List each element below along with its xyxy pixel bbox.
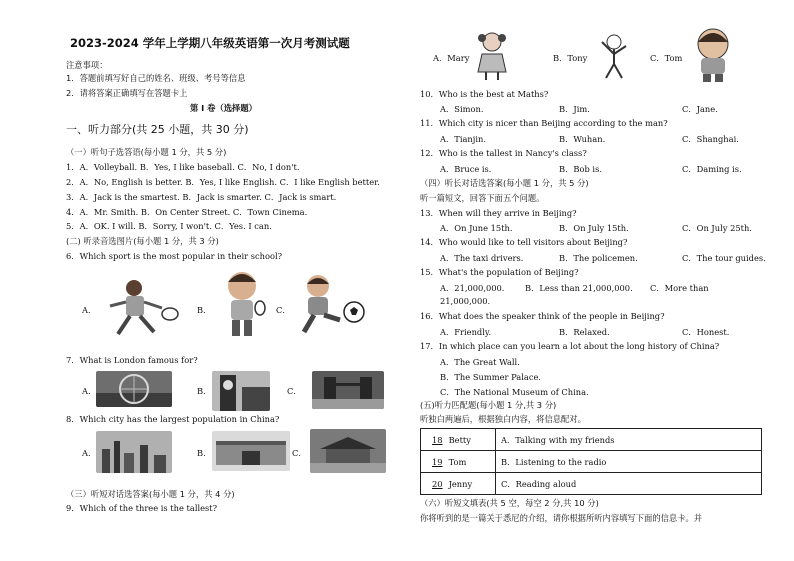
option-letter: A． [82, 448, 97, 458]
option-letter: C． [292, 448, 307, 458]
person-cell [421, 451, 496, 473]
option-letter: C． [287, 386, 302, 396]
option-a: A．21,000,000. [440, 283, 505, 293]
boy-tony-image [598, 32, 630, 80]
option-letter: A． [82, 386, 97, 396]
option-c: C．The National Museum of China. [440, 387, 589, 397]
question-7: 7．What is London famous for? [66, 355, 198, 365]
option-b: B．Less than 21,000,000. [525, 283, 633, 293]
notes-heading: 注意事项： [66, 60, 108, 70]
tower-bridge-image [312, 371, 384, 409]
exam-title: 2023-2024 学年上学期八年级英语第一次月考测试题 [70, 36, 350, 50]
option-c-continued: 21,000,000. [440, 296, 491, 306]
option-a: A．Bruce is. [440, 164, 492, 174]
option-letter: B． [197, 448, 212, 458]
option-b: B．The policemen. [559, 253, 638, 263]
city-skyline-image [96, 431, 172, 473]
girl-mary-image [474, 30, 510, 80]
person-name: Tom [448, 456, 467, 467]
question-15: 15．What's the population of Beijing? [420, 267, 579, 277]
option-b: B．Jim. [559, 104, 590, 114]
option-c: C．Honest. [682, 327, 730, 337]
option-c: C．Jane. [682, 104, 718, 114]
question-11: 11．Which city is nicer than Beijing according to the man? [420, 118, 668, 128]
option-c: C．More than [650, 283, 709, 293]
option-c: C．Shanghai. [682, 134, 739, 144]
question-2: 2．A．No, English is better. B．Yes, I like English. C．I like English better. [66, 177, 380, 187]
section1-heading: （一）听句子选答语(每小题 1 分，共 5 分) [66, 147, 227, 157]
activity-option: B．Listening to the radio [496, 451, 762, 473]
section6-heading: （六）听短文填表(共 5 空，每空 2 分,共 10 分) [420, 498, 599, 508]
activity-option: C．Reading aloud [496, 473, 762, 495]
question-number: 20 [432, 478, 443, 489]
table-row [421, 473, 762, 495]
option-b: B．The Summer Palace. [440, 372, 542, 382]
option-b: B．Relaxed. [559, 327, 610, 337]
note-item: 1．答题前填写好自己的姓名、班级、考号等信息 [66, 73, 246, 83]
question-3: 3．A．Jack is the smartest. B．Jack is smarter. C．Jack is smart. [66, 192, 337, 202]
question-number: 18 [432, 434, 443, 445]
person-name: Betty [448, 434, 471, 445]
big-ben-image [212, 371, 270, 411]
section4-intro: 听一篇短文，回答下面五个问题。 [420, 193, 545, 203]
option-c: C．On July 25th. [682, 223, 752, 233]
section6-intro: 你将听到的是一篇关于悉尼的介绍，请你根据所听内容填写下面的信息卡。并 [420, 513, 703, 523]
question-14: 14．Who would like to tell visitors about Beijing? [420, 237, 628, 247]
question-17: 17．In which place can you learn a lot about the long history of China? [420, 341, 720, 351]
question-10: 10．Who is the best at Maths? [420, 89, 549, 99]
option-a: A．On June 15th. [440, 223, 513, 233]
option-letter: A． [82, 305, 97, 315]
person-cell [421, 429, 496, 451]
table-row [421, 429, 762, 451]
person-cell [421, 473, 496, 495]
matching-table [420, 428, 762, 495]
tennis-boy-image [218, 268, 268, 342]
option-b: B．Tony [553, 53, 588, 63]
question-1: 1．A．Volleyball. B．Yes, I like baseball. C．No, I don't. [66, 162, 300, 172]
option-a: A．Tianjin. [440, 134, 486, 144]
question-number: 19 [432, 456, 443, 467]
table-row [421, 451, 762, 473]
option-b: B．Wuhan. [559, 134, 606, 144]
option-c: C．Daming is. [682, 164, 742, 174]
section5-heading: (五)听力匹配题(每小题 1 分,共 3 分) [420, 400, 557, 410]
question-9: 9．Which of the three is the tallest? [66, 503, 218, 513]
section3-heading: （三）听短对话选答案(每小题 1 分，共 4 分) [66, 489, 235, 499]
question-12: 12．Who is the tallest in Nancy's class? [420, 148, 587, 158]
question-4: 4．A．Mr. Smith. B．On Center Street. C．Town Cinema. [66, 207, 308, 217]
option-letter: B． [197, 386, 212, 396]
railway-station-image [212, 431, 290, 471]
option-a: A．The Great Wall. [440, 357, 520, 367]
option-a: A．Friendly. [440, 327, 492, 337]
question-6: 6．Which sport is the most popular in their school? [66, 251, 283, 261]
question-16: 16．What does the speaker think of the people in Beijing? [420, 311, 665, 321]
question-13: 13．When will they arrive in Beijing? [420, 208, 577, 218]
option-a: A．The taxi drivers. [440, 253, 524, 263]
note-item: 2．请将答案正确填写在答题卡上 [66, 88, 188, 98]
option-letter: C． [276, 305, 291, 315]
option-c: C．Tom [650, 53, 683, 63]
option-c: C．The tour guides. [682, 253, 766, 263]
volume-heading: 第 I 卷（选择题） [190, 103, 257, 113]
question-8: 8．Which city has the largest population in China? [66, 414, 280, 424]
option-letter: B． [197, 305, 212, 315]
activity-option: A．Talking with my friends [496, 429, 762, 451]
person-name: Jenny [448, 478, 473, 489]
football-boy-image [290, 272, 368, 338]
option-a: A．Mary [433, 53, 470, 63]
boy-tom-image [690, 26, 736, 82]
option-b: B．On July 15th. [559, 223, 629, 233]
section4-heading: （四）听长对话选答案(每小题 1 分，共 5 分) [420, 178, 589, 188]
badminton-player-image [96, 276, 186, 340]
london-eye-image [96, 371, 172, 407]
section5-intro: 听独白两遍后，根据独白内容，将信息配对。 [420, 414, 586, 424]
question-5: 5．A．OK. I will. B．Sorry, I won't. C．Yes. I can. [66, 221, 272, 231]
option-a: A．Simon. [440, 104, 484, 114]
option-b: B．Bob is. [559, 164, 602, 174]
part1-heading: 一、听力部分(共 25 小题，共 30 分) [66, 123, 249, 136]
forbidden-city-image [310, 429, 386, 473]
section2-heading: (二) 听录音选图片(每小题 1 分，共 3 分) [66, 236, 219, 246]
